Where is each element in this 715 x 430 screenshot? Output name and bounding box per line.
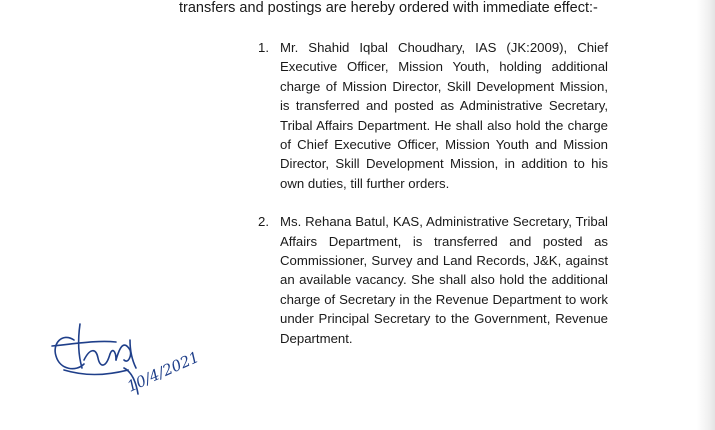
order-number: 1.	[258, 40, 269, 55]
order-item-2	[258, 212, 608, 348]
order-number: 2.	[258, 214, 269, 230]
page-edge-shadow	[697, 0, 715, 430]
order-item-1	[258, 38, 608, 193]
order-text: Mr. Shahid Iqbal Choudhary, IAS (JK:2009), Chief Executive Officer, Mission Youth, holding additional charge of Mission Director, Skill Development Mission, is transferred and posted as Administrative Secretary, Tribal Affairs Department. He shall also hold the charge of Chief Executive Officer, Mission Youth and Mission Director, Skill Development Mission, in addition to his own duties, till further orders.	[280, 40, 608, 191]
order-list	[258, 38, 608, 348]
order-text: Ms. Rehana Batul, KAS, Administrative Secretary, Tribal Affairs Department, is transferred and posted as Commissioner, Survey and Land Records, J&K, against an available vacancy. She shall also hold the additional charge of Secretary in the Revenue Department to work under Principal Secretary to the Government, Revenue Department.	[280, 214, 608, 346]
intro-line: transfers and postings are hereby ordered with immediate effect:-	[179, 0, 598, 16]
signature-date: 10/4/2021	[124, 347, 202, 396]
handwritten-signature	[44, 310, 214, 400]
